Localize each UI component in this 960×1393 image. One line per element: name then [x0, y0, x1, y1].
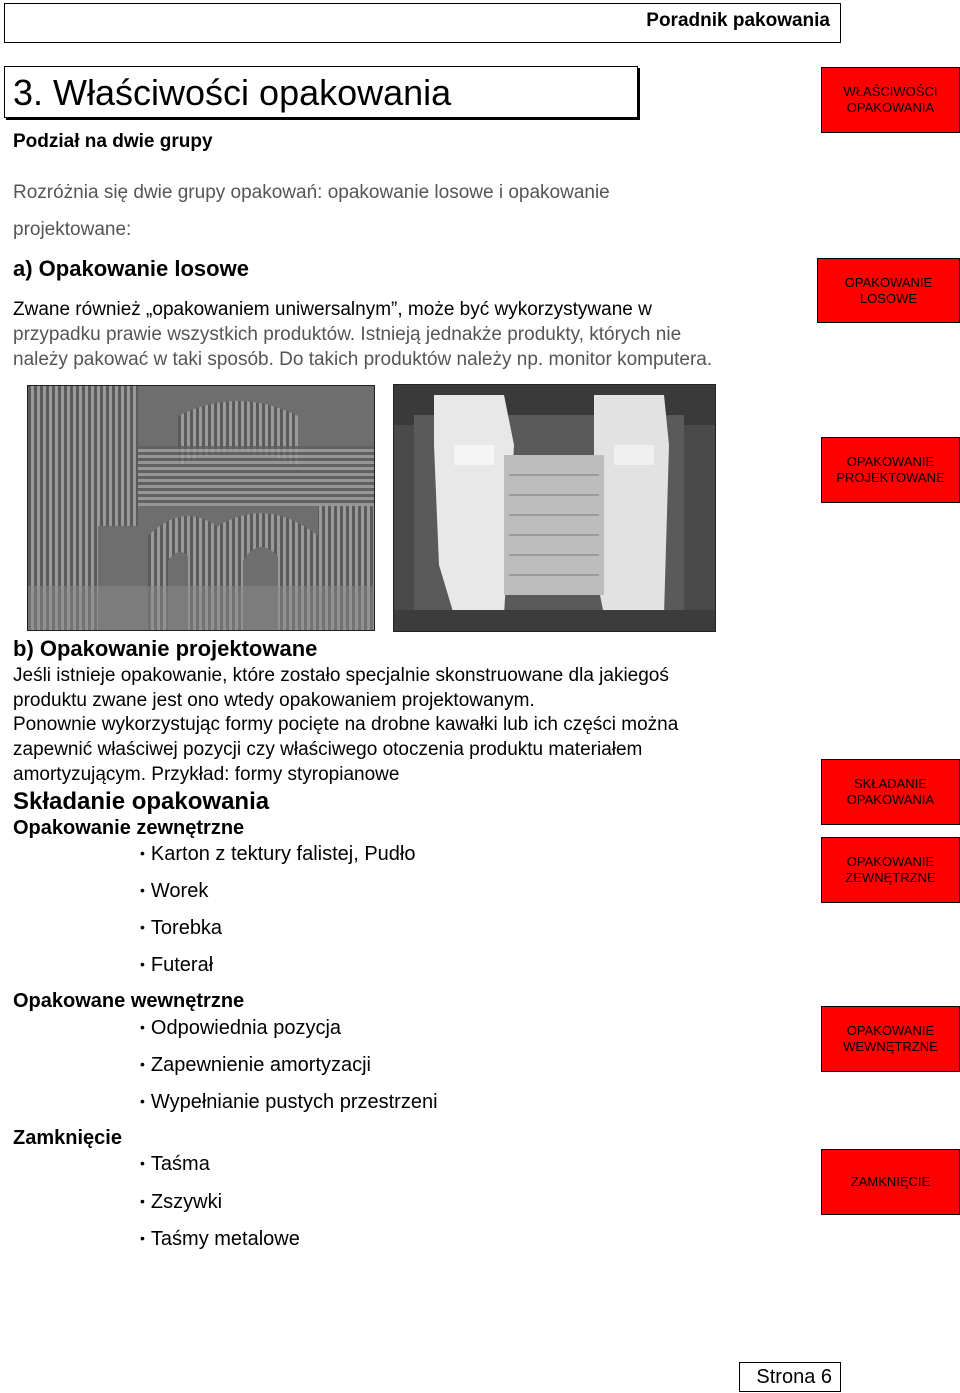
part-b-line-1: Jeśli istnieje opakowanie, które zostało specjalnie skonstruowane dla jakiegoś [13, 665, 669, 686]
part-a-line-2: przypadku prawie wszystkich produktów. Istnieją jednakże produkty, których nie [13, 324, 682, 345]
inner-item: • Zapewnienie amortyzacji [140, 1053, 371, 1078]
part-b-line-3: Ponownie wykorzystując formy pocięte na drobne kawałki lub ich części można [13, 714, 679, 735]
closure-heading: Zamknięcie [13, 1127, 122, 1149]
tag-line: OPAKOWANIE [844, 274, 933, 290]
section-subtitle: Podział na dwie grupy [13, 131, 213, 152]
inner-item: • Odpowiednia pozycja [140, 1016, 341, 1041]
tag-line: WŁAŚCIWOŚCI [843, 84, 938, 99]
tag-outer-packaging[interactable] [821, 837, 960, 903]
section-title-box [4, 66, 638, 118]
tag-closure[interactable] [821, 1149, 960, 1215]
tag-inner-packaging[interactable] [821, 1006, 960, 1072]
part-a-heading: a) Opakowanie losowe [13, 256, 249, 281]
intro-line-2: projektowane: [13, 219, 132, 240]
closure-item: • Taśmy metalowe [140, 1227, 300, 1252]
header-box [4, 3, 841, 43]
tag-line: OPAKOWANIA [846, 100, 935, 115]
page-number-box [739, 1362, 841, 1392]
corrugated-cardboard-photo [27, 385, 375, 631]
part-b-line-2: produktu zwane jest ono wtedy opakowaniem projektowanym. [13, 690, 535, 711]
tag-properties[interactable] [821, 67, 960, 133]
tag-assembly[interactable] [821, 759, 960, 825]
page-number: Strona 6 [756, 1366, 832, 1388]
styrofoam-form-photo [393, 384, 716, 632]
tag-line: PROJEKTOWANE [836, 470, 945, 485]
assembly-heading: Składanie opakowania [13, 788, 270, 815]
outer-item: • Worek [140, 879, 208, 904]
tag-random-packaging[interactable] [817, 258, 960, 323]
tag-line: SKŁADANIE [854, 776, 927, 791]
section-title: 3. Właściwości opakowania [13, 72, 452, 113]
part-b-line-5: amortyzującym. Przykład: formy styropianowe [13, 764, 400, 785]
intro-line-1: Rozróżnia się dwie grupy opakowań: opakowanie losowe i opakowanie [13, 182, 610, 203]
tag-line: WEWNĘTRZNE [843, 1039, 938, 1054]
part-b-heading: b) Opakowanie projektowane [13, 636, 318, 661]
outer-item: • Futerał [140, 953, 213, 978]
part-b-line-4: zapewnić właściwej pozycji czy właściwego otoczenia produktu materiałem [13, 739, 643, 760]
outer-item: • Karton z tektury falistej, Pudło [140, 842, 415, 867]
part-a-line-1: Zwane również „opakowaniem uniwersalnym”, może być wykorzystywane w [13, 299, 652, 320]
tag-designed-packaging[interactable] [821, 437, 960, 503]
part-a-line-3: należy pakować w taki sposób. Do takich produktów należy np. monitor komputera. [13, 349, 713, 370]
tag-line: ZAMKNIĘCIE [850, 1174, 931, 1189]
tag-line: LOSOWE [859, 290, 918, 306]
tag-line: OPAKOWANIA [846, 792, 935, 807]
closure-item: • Zszywki [140, 1190, 222, 1215]
tag-line: ZEWNĘTRZNE [845, 870, 936, 885]
tag-line: OPAKOWANIE [846, 854, 935, 869]
outer-item: • Torebka [140, 916, 222, 941]
inner-heading: Opakowane wewnętrzne [13, 990, 245, 1012]
header-title: Poradnik pakowania [646, 10, 830, 31]
inner-item: • Wypełnianie pustych przestrzeni [140, 1090, 438, 1115]
tag-line: OPAKOWANIE [846, 1023, 935, 1038]
outer-heading: Opakowanie zewnętrzne [13, 817, 245, 839]
closure-item: • Taśma [140, 1152, 210, 1177]
tag-line: OPAKOWANIE [846, 454, 935, 469]
